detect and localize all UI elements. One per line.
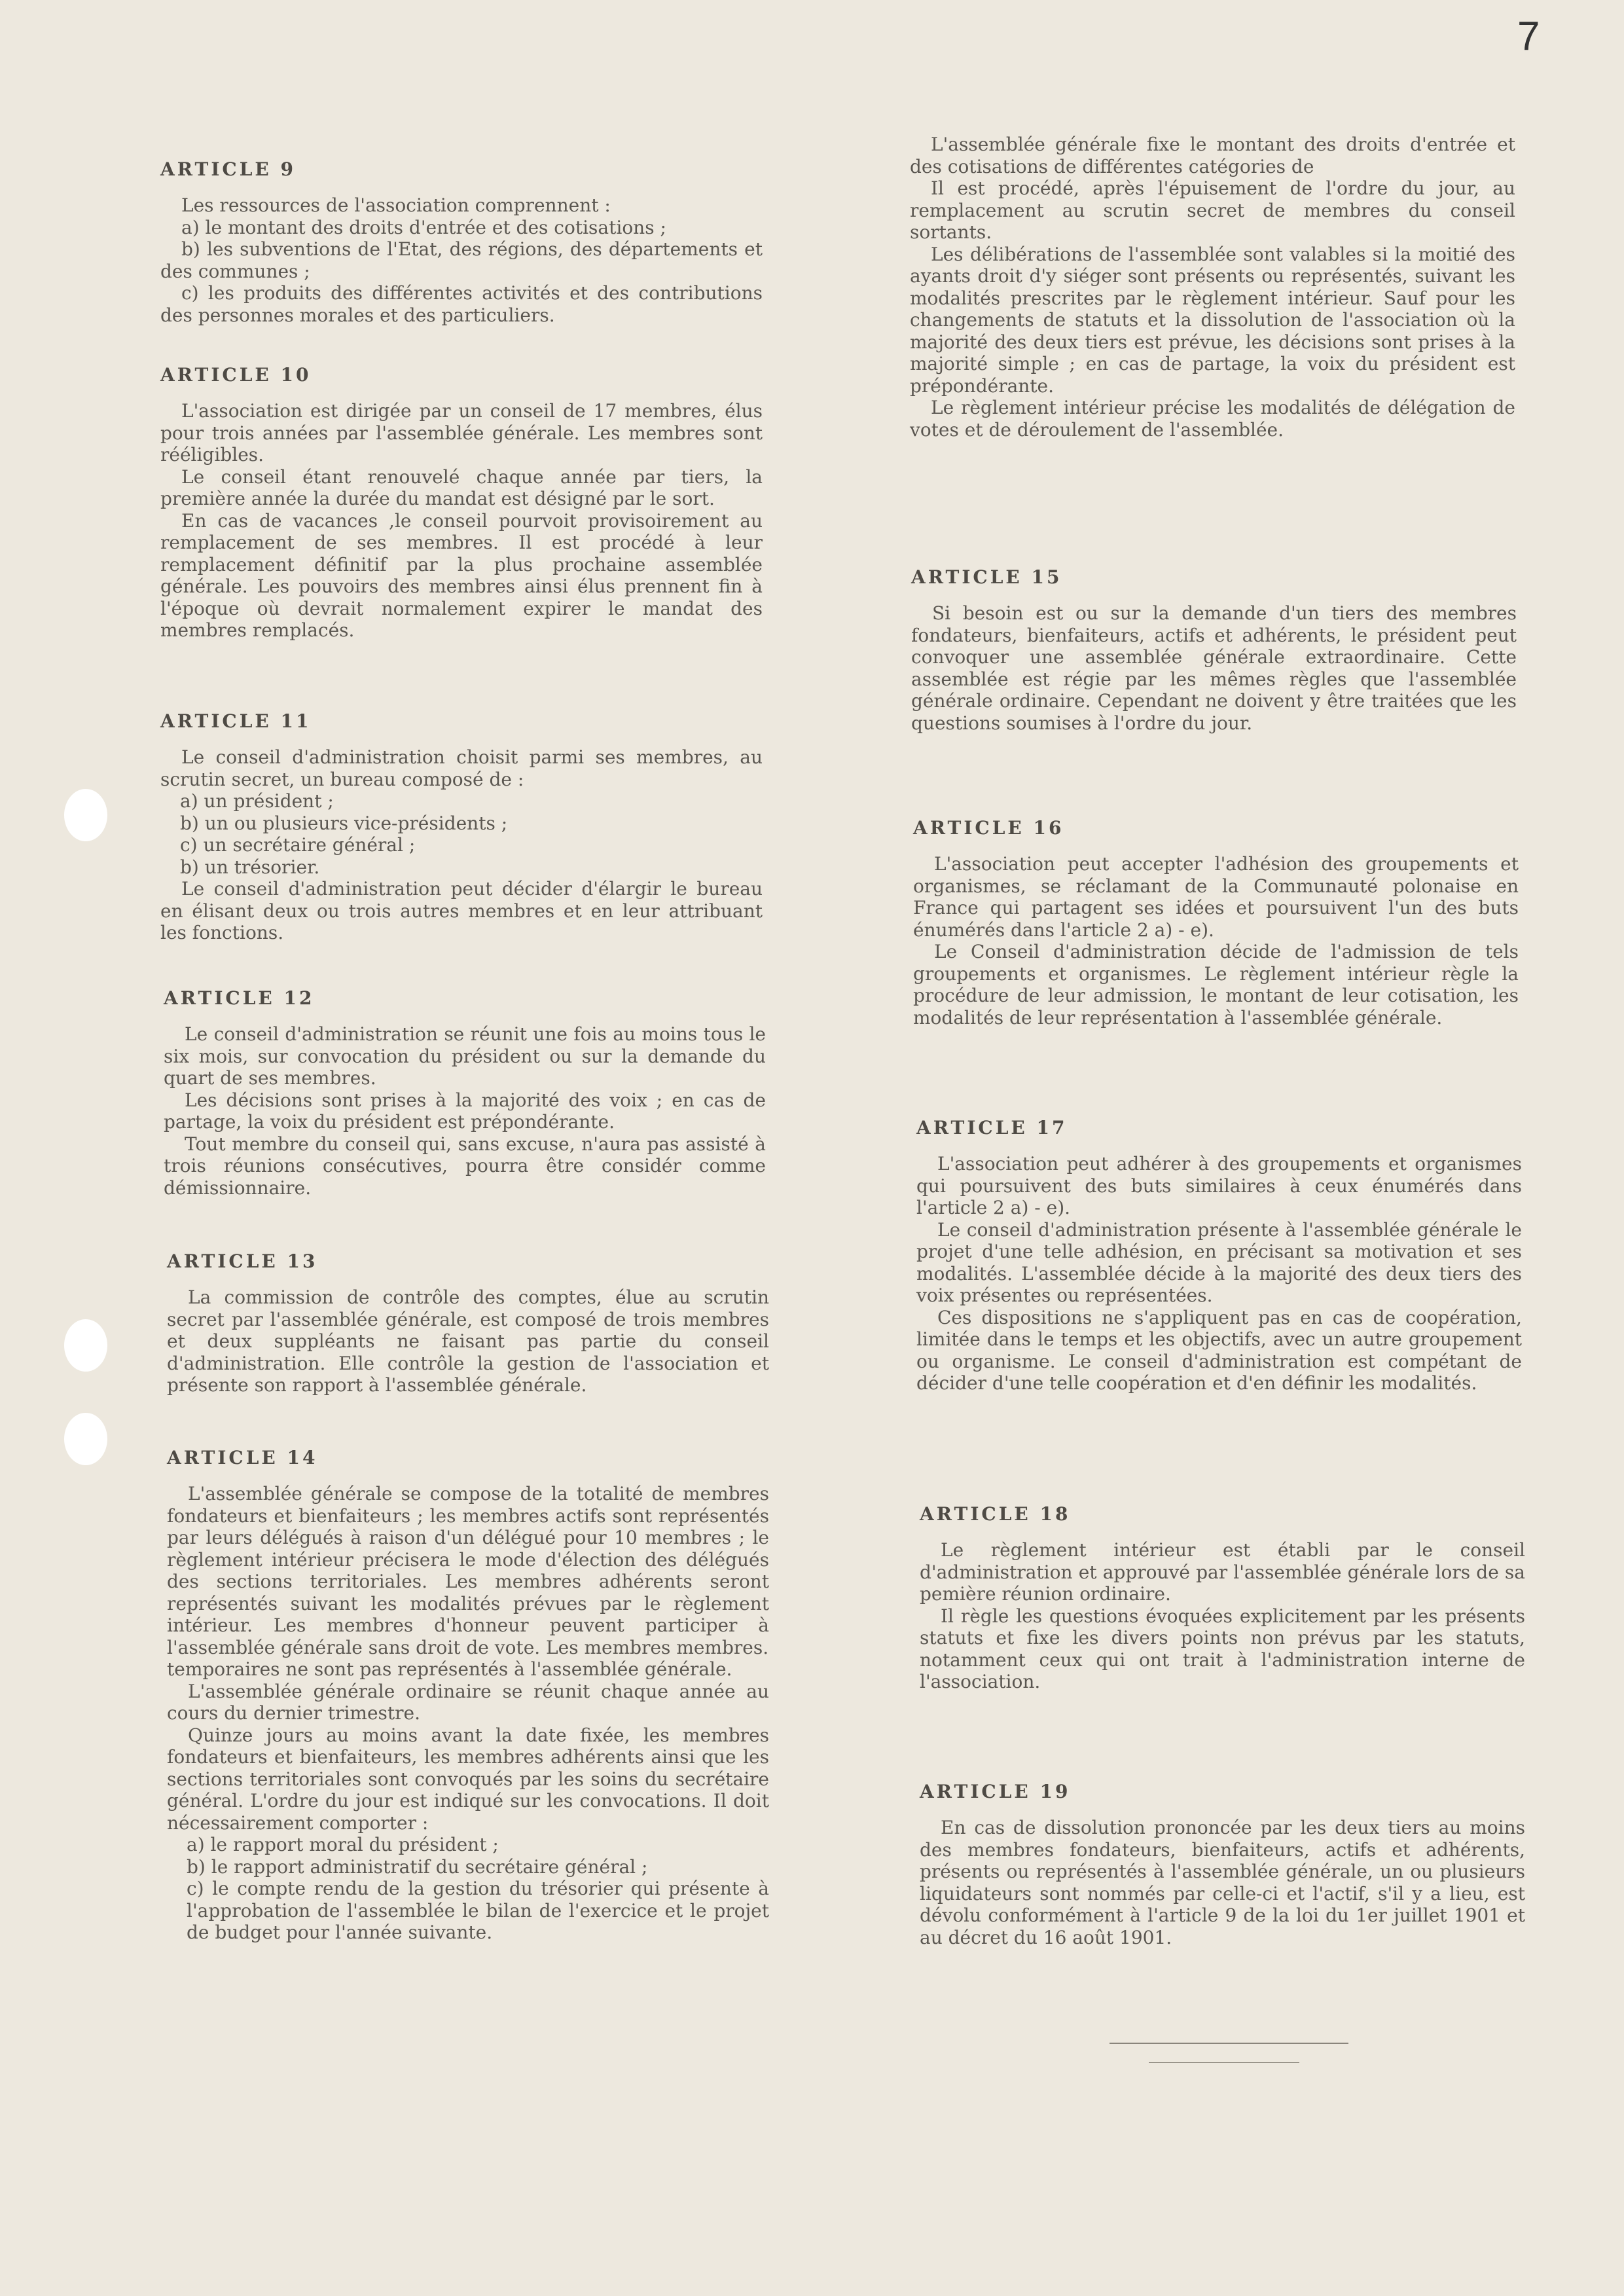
article-16 bbox=[913, 817, 1519, 1029]
article-11 bbox=[160, 710, 763, 944]
punch-hole bbox=[64, 1319, 107, 1372]
article-paragraph: L'assemblée générale ordinaire se réunit chaque année au cours du dernier trimestre. bbox=[167, 1680, 769, 1724]
article-paragraph: Le règlement intérieur est établi par le conseil d'administration et approuvé par l'assemblée générale lors de sa pemière réunion ordinaire. bbox=[920, 1539, 1525, 1605]
article-paragraph: Il est procédé, après l'épuisement de l'ordre du jour, au remplacement au scrutin secret de membres du conseil sortants. bbox=[910, 177, 1515, 243]
closing-rule bbox=[1110, 2043, 1348, 2044]
article-paragraph: temporaires ne sont pas représentés à l'assemblée générale. bbox=[167, 1658, 732, 1680]
article-18 bbox=[920, 1503, 1525, 1693]
article-paragraph: Les décisions sont prises à la majorité des voix ; en cas de partage, la voix du président est prépondérante. bbox=[164, 1089, 766, 1133]
article-title: ARTICLE 19 bbox=[920, 1781, 1071, 1802]
article-17 bbox=[916, 1117, 1522, 1394]
list-item: a) un président ; bbox=[180, 790, 334, 812]
article-paragraph: Les ressources de l'association comprennent : bbox=[181, 194, 611, 216]
article-paragraph: Le conseil d'administration choisit parmi ses membres, au scrutin secret, un bureau composé de : bbox=[160, 746, 763, 790]
article-paragraph: L'association est dirigée par un conseil de 17 membres, élus pour trois années par l'assemblée générale. Les membres sont rééligibles. bbox=[160, 400, 763, 465]
article-19 bbox=[920, 1781, 1525, 1948]
article-title: ARTICLE 17 bbox=[916, 1117, 1068, 1139]
article-paragraph: Le Conseil d'administration décide de l'admission de tels groupements et organismes. Le règlement intérieur règle la procédure de leur admission, le montant de leur cotisation, les modalités de leur représentation à l'assemblée générale. bbox=[913, 941, 1519, 1029]
article-paragraph: La commission de contrôle des comptes, élue au scrutin secret par l'assemblée générale, est composé de trois membres et deux suppléants ne faisant pas partie du conseil d'administration. Elle contrôle la gestion de l'association et présente son rapport à l'assemblée générale. bbox=[167, 1286, 769, 1396]
punch-hole bbox=[64, 1413, 107, 1465]
article-title: ARTICLE 10 bbox=[160, 364, 312, 386]
page-number: 7 bbox=[1517, 14, 1540, 59]
article-paragraph: b) les subventions de l'Etat, des régions, des départements et des communes ; bbox=[160, 238, 763, 282]
article-12 bbox=[164, 987, 766, 1199]
article-title: ARTICLE 12 bbox=[164, 987, 315, 1009]
list-item: c) le compte rendu de la gestion du trésorier qui présente à l'approbation de l'assemblée le bilan de l'exercice et le projet de budget pour l'année suivante. bbox=[187, 1878, 769, 1943]
article-paragraph: Le conseil d'administration se réunit une fois au moins tous le six mois, sur convocation du président ou sur la demande du quart de ses membres. bbox=[164, 1023, 766, 1089]
article-paragraph: Le règlement intérieur précise les modalités de délégation de votes et de déroulement de l'assemblée. bbox=[910, 397, 1515, 441]
article-paragraph: L'assemblée générale fixe le montant des droits d'entrée et des cotisations de différentes catégories de bbox=[910, 134, 1515, 177]
article-paragraph: L'assemblée générale se compose de la totalité de membres fondateurs et bienfaiteurs ; les membres actifs sont représentés par leurs délégués à raison d'un délégué pour 10 membres ; le règlement intérieur précisera le mode d'élection des délégués des sections territoriales. Les membres adhérents seront représentés suivant les modalités prévues par le règlement intérieur. Les membres d'honneur peuvent participer à l'assemblée générale sans droit de vote. Les membres membres. bbox=[167, 1483, 769, 1658]
article-paragraph: Ces dispositions ne s'appliquent pas en cas de coopération, limitée dans le temps et les objectifs, avec un autre groupement ou organisme. Le conseil d'administration est compétant de décider d'une telle coopération et d'en définir les modalités. bbox=[916, 1306, 1522, 1394]
article-10 bbox=[160, 364, 763, 642]
article-14 bbox=[167, 1447, 769, 1944]
article-paragraph: c) les produits des différentes activités et des contributions des personnes morales et des particuliers. bbox=[160, 282, 763, 326]
article-title: ARTICLE 18 bbox=[920, 1503, 1071, 1525]
article-paragraph: En cas de dissolution prononcée par les deux tiers au moins des membres fondateurs, bienfaiteurs, actifs et adhérents, présents ou représentés à l'assemblée générale, un ou plusieurs liquidateurs sont nommés par celle-ci et l'actif, s'il y a lieu, est dévolu conformément à l'article 9 de la loi du 1er juillet 1901 et au décret du 16 août 1901. bbox=[920, 1817, 1525, 1948]
article-title: ARTICLE 9 bbox=[160, 158, 296, 180]
article-title: ARTICLE 13 bbox=[167, 1250, 318, 1272]
article-14-continued bbox=[910, 134, 1515, 441]
article-paragraph: L'association peut adhérer à des groupements et organismes qui poursuivent des buts similaires à ceux énumérés dans l'article 2 a) - e). bbox=[916, 1153, 1522, 1218]
article-title: ARTICLE 14 bbox=[167, 1447, 318, 1468]
article-paragraph: Tout membre du conseil qui, sans excuse, n'aura pas assisté à trois réunions consécutives, pourra être considér comme démissionnaire. bbox=[164, 1133, 766, 1199]
article-paragraph: Le conseil d'administration présente à l'assemblée générale le projet d'une telle adhésion, en précisant sa motivation et ses modalités. L'assemblée décide à la majorité des deux tiers des voix présentes ou représentées. bbox=[916, 1218, 1522, 1306]
list-item: a) le rapport moral du président ; bbox=[187, 1834, 499, 1855]
list-item: c) un secrétaire général ; bbox=[180, 834, 416, 856]
article-paragraph: Le conseil étant renouvelé chaque année par tiers, la première année la durée du mandat est désigné par le sort. bbox=[160, 465, 763, 509]
article-paragraph: a) le montant des droits d'entrée et des cotisations ; bbox=[181, 216, 666, 238]
article-title: ARTICLE 11 bbox=[160, 710, 312, 732]
article-paragraph: Si besoin est ou sur la demande d'un tiers des membres fondateurs, bienfaiteurs, actifs et adhérents, le président peut convoquer une assemblée générale extraordinaire. Cette assemblée est régie par les mêmes règles que l'assemblée générale ordinaire. Cependant ne doivent y être traitées que les questions soumises à l'ordre du jour. bbox=[911, 602, 1517, 734]
article-9 bbox=[160, 158, 763, 326]
punch-hole bbox=[64, 789, 107, 841]
list-item: b) le rapport administratif du secrétaire général ; bbox=[187, 1855, 648, 1878]
article-paragraph: Il règle les questions évoquées explicitement par les présents statuts et fixe les divers points non prévus par les statuts, notamment ceux qui ont trait à l'administration interne de l'association. bbox=[920, 1605, 1525, 1692]
article-paragraph: Quinze jours au moins avant la date fixée, les membres fondateurs et bienfaiteurs, les membres adhérents ainsi que les sections territoriales sont convoqués par les soins du secrétaire général. L'ordre du jour est indiqué sur les convocations. Il doit nécessairement comporter : bbox=[167, 1724, 769, 1834]
article-15 bbox=[911, 566, 1517, 734]
list-item: b) un trésorier. bbox=[180, 856, 320, 878]
article-title: ARTICLE 16 bbox=[913, 817, 1064, 839]
article-paragraph: L'association peut accepter l'adhésion des groupements et organismes, se réclamant de la Communauté polonaise en France qui partagent ses idées et poursuivent l'un des buts énumérés dans l'article 2 a) - e). bbox=[913, 853, 1519, 941]
article-paragraph: En cas de vacances ,le conseil pourvoit provisoirement au remplacement de ses membres. Il est procédé à leur remplacement définitif par la plus prochaine assemblée générale. Les pouvoirs des membres ainsi élus prennent fin à l'époque où devrait normalement expirer le mandat des membres remplacés. bbox=[160, 509, 763, 641]
closing-rule bbox=[1149, 2062, 1299, 2063]
article-title: ARTICLE 15 bbox=[911, 566, 1062, 588]
article-paragraph: Les délibérations de l'assemblée sont valables si la moitié des ayants droit d'y siéger sont présents ou représentés, suivant les modalités prescrites par le règlement intérieur. Sauf pour les changements de statuts et la dissolution de l'association où la majorité des deux tiers est prévue, les décisions sont prises à la majorité simple ; en cas de partage, la voix du président est prépondérante. bbox=[910, 243, 1515, 397]
article-paragraph: Le conseil d'administration peut décider d'élargir le bureau en élisant deux ou trois autres membres et en leur attribuant les fonctions. bbox=[160, 878, 763, 943]
list-item: b) un ou plusieurs vice-présidents ; bbox=[180, 812, 508, 834]
article-13 bbox=[167, 1250, 769, 1396]
